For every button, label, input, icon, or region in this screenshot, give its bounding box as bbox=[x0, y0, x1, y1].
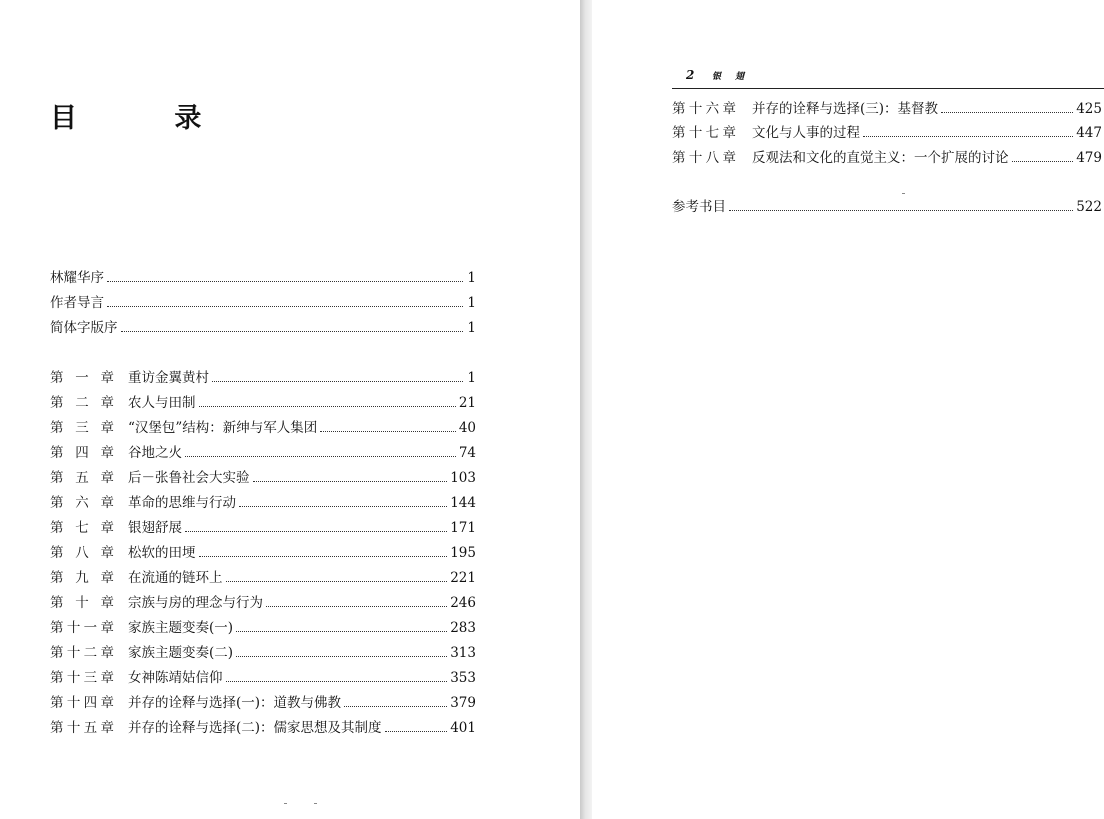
toc-entry[interactable] bbox=[672, 148, 1102, 168]
chapter-number: 第十四章 bbox=[50, 695, 114, 711]
dot-leader bbox=[121, 331, 464, 332]
toc-entry[interactable] bbox=[50, 718, 476, 738]
entry-title: 农人与田制 bbox=[128, 395, 196, 411]
entry-title: 家族主题变奏(一) bbox=[128, 620, 234, 636]
dot-leader bbox=[253, 481, 448, 482]
page-number: 425 bbox=[1076, 101, 1102, 117]
toc-entry[interactable] bbox=[50, 318, 476, 338]
chapter-number: 第十章 bbox=[50, 595, 114, 611]
page-number: 479 bbox=[1076, 150, 1102, 166]
entry-title: 家族主题变奏(二) bbox=[128, 645, 234, 661]
chapter-number: 第八章 bbox=[50, 545, 114, 561]
chapter-number: 第六章 bbox=[50, 495, 114, 511]
entry-title: “汉堡包”结构：新绅与军人集团 bbox=[128, 420, 318, 436]
page-number: 74 bbox=[458, 445, 476, 461]
dot-leader bbox=[199, 406, 456, 407]
toc-entry[interactable] bbox=[672, 197, 1102, 217]
chapter-number: 第十五章 bbox=[50, 720, 114, 736]
chapter-number: 第五章 bbox=[50, 470, 114, 486]
dot-leader bbox=[236, 631, 447, 632]
dot-leader bbox=[212, 381, 463, 382]
page-number: 313 bbox=[450, 645, 476, 661]
toc-entry[interactable] bbox=[672, 123, 1102, 143]
header-page-number: 2 bbox=[686, 68, 695, 82]
toc-entry[interactable] bbox=[50, 443, 476, 463]
page-number: 379 bbox=[450, 695, 476, 711]
entry-title: 并存的诠释与选择(二)：儒家思想及其制度 bbox=[128, 720, 382, 736]
toc-entry[interactable] bbox=[50, 468, 476, 488]
chapter-number: 第十八章 bbox=[672, 150, 736, 166]
toc-entry[interactable] bbox=[50, 393, 476, 413]
dot-leader bbox=[266, 606, 447, 607]
entry-title: 在流通的链环上 bbox=[128, 570, 223, 586]
dot-leader bbox=[185, 456, 456, 457]
entry-title: 林耀华序 bbox=[50, 270, 104, 286]
chapter-number: 第十二章 bbox=[50, 645, 114, 661]
toc-entry[interactable] bbox=[50, 493, 476, 513]
page-number: 522 bbox=[1076, 199, 1102, 215]
toc-entry[interactable] bbox=[672, 99, 1102, 119]
toc-entry[interactable] bbox=[50, 668, 476, 688]
page-number: 195 bbox=[450, 545, 476, 561]
entry-title: 作者导言 bbox=[50, 295, 104, 311]
entry-title: 后－张鲁社会大实验 bbox=[128, 470, 250, 486]
running-header bbox=[672, 68, 1104, 88]
toc-entry[interactable] bbox=[50, 418, 476, 438]
chapter-number: 第九章 bbox=[50, 570, 114, 586]
chapter-number: 第十六章 bbox=[672, 101, 736, 117]
entry-title: 女神陈靖姑信仰 bbox=[128, 670, 223, 686]
header-rule bbox=[672, 88, 1104, 89]
entry-title: 简体字版序 bbox=[50, 320, 118, 336]
page-number: 1 bbox=[467, 370, 476, 386]
toc-entry[interactable] bbox=[50, 543, 476, 563]
dot-leader bbox=[320, 431, 456, 432]
dot-leader bbox=[185, 531, 447, 532]
dot-leader bbox=[239, 506, 447, 507]
header-book-title: 银翅 bbox=[712, 72, 759, 82]
toc-entry[interactable] bbox=[50, 293, 476, 313]
entry-title: 重访金翼黄村 bbox=[128, 370, 209, 386]
toc-entry[interactable] bbox=[50, 568, 476, 588]
entry-title: 谷地之火 bbox=[128, 445, 182, 461]
chapter-number: 第一章 bbox=[50, 370, 114, 386]
page-number: 401 bbox=[450, 720, 476, 736]
entry-title: 参考书目 bbox=[672, 199, 726, 215]
page-number: 40 bbox=[458, 420, 476, 436]
dot-leader bbox=[941, 112, 1073, 113]
page-number: 1 bbox=[467, 320, 476, 336]
dot-leader bbox=[1012, 161, 1074, 162]
entry-title: 并存的诠释与选择(三)：基督教 bbox=[752, 101, 939, 117]
page-number: 246 bbox=[450, 595, 476, 611]
chapter-number: 第十一章 bbox=[50, 620, 114, 636]
entry-title: 松软的田埂 bbox=[128, 545, 196, 561]
entry-title: 银翅舒展 bbox=[128, 520, 182, 536]
dot-leader bbox=[226, 581, 448, 582]
toc-entry[interactable] bbox=[50, 368, 476, 388]
scan-speck bbox=[314, 803, 317, 804]
dot-leader bbox=[236, 656, 447, 657]
entry-title: 反观法和文化的直觉主义：一个扩展的讨论 bbox=[752, 150, 1009, 166]
page-number: 171 bbox=[450, 520, 476, 536]
page-number: 353 bbox=[450, 670, 476, 686]
toc-entry[interactable] bbox=[50, 593, 476, 613]
page-number: 103 bbox=[450, 470, 476, 486]
chapter-number: 第十七章 bbox=[672, 125, 736, 141]
dot-leader bbox=[107, 306, 463, 307]
page-number: 447 bbox=[1076, 125, 1102, 141]
toc-entry[interactable] bbox=[50, 268, 476, 288]
entry-title: 文化与人事的过程 bbox=[752, 125, 860, 141]
entry-title: 革命的思维与行动 bbox=[128, 495, 236, 511]
chapter-number: 第七章 bbox=[50, 520, 114, 536]
page-number: 221 bbox=[450, 570, 476, 586]
page-number: 1 bbox=[467, 295, 476, 311]
dot-leader bbox=[226, 681, 448, 682]
dot-leader bbox=[199, 556, 448, 557]
page-number: 21 bbox=[458, 395, 476, 411]
scan-speck bbox=[902, 193, 905, 194]
page-title: 目 录 bbox=[50, 103, 246, 134]
chapter-number: 第十三章 bbox=[50, 670, 114, 686]
entry-title: 宗族与房的理念与行为 bbox=[128, 595, 263, 611]
toc-entry[interactable] bbox=[50, 618, 476, 638]
toc-entry[interactable] bbox=[50, 518, 476, 538]
chapter-number: 第二章 bbox=[50, 395, 114, 411]
page-gutter bbox=[580, 0, 592, 819]
page-number: 144 bbox=[450, 495, 476, 511]
dot-leader bbox=[107, 281, 463, 282]
page-number: 283 bbox=[450, 620, 476, 636]
scan-speck bbox=[284, 803, 287, 804]
toc-entry[interactable] bbox=[50, 693, 476, 713]
dot-leader bbox=[385, 731, 448, 732]
dot-leader bbox=[344, 706, 447, 707]
page-number: 1 bbox=[467, 270, 476, 286]
chapter-number: 第四章 bbox=[50, 445, 114, 461]
toc-entry[interactable] bbox=[50, 643, 476, 663]
entry-title: 并存的诠释与选择(一)：道教与佛教 bbox=[128, 695, 342, 711]
dot-leader bbox=[729, 210, 1073, 211]
chapter-number: 第三章 bbox=[50, 420, 114, 436]
dot-leader bbox=[863, 136, 1073, 137]
